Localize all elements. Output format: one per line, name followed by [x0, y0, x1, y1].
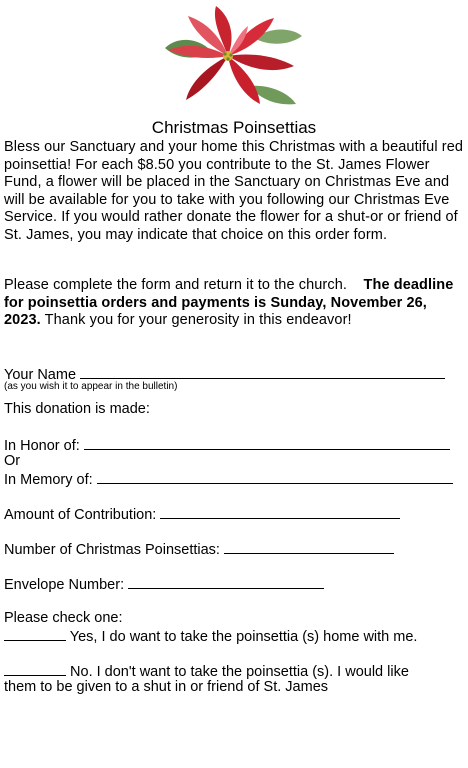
poinsettia-illustration — [150, 4, 308, 108]
name-field[interactable] — [80, 365, 445, 379]
envelope-row — [4, 575, 324, 593]
option-no-row — [4, 662, 409, 680]
envelope-field[interactable] — [128, 575, 324, 589]
page-title: Christmas Poinsettias — [151, 118, 317, 137]
instructions-paragraph — [4, 277, 466, 330]
memory-row — [4, 470, 453, 488]
amount-label: Amount of Contribution: — [4, 507, 157, 523]
memory-field[interactable] — [97, 470, 453, 484]
honor-field[interactable] — [84, 436, 450, 450]
or-label: Or — [4, 453, 21, 469]
option-no-checkbox[interactable] — [4, 662, 66, 676]
name-note: (as you wish it to appear in the bulletin) — [4, 381, 178, 392]
amount-field[interactable] — [160, 505, 400, 519]
instructions-text: Please complete the form and return it to the church. — [4, 277, 348, 293]
number-row — [4, 540, 394, 558]
honor-label: In Honor of: — [4, 438, 80, 454]
honor-row — [4, 436, 450, 454]
number-label: Number of Christmas Poinsettias: — [4, 542, 220, 558]
number-field[interactable] — [224, 540, 394, 554]
option-no-continuation: them to be given to a shut in or friend of St. James — [4, 679, 329, 695]
amount-row — [4, 505, 400, 523]
thanks-text: Thank you for your generosity in this endeavor! — [44, 312, 352, 328]
option-yes-checkbox[interactable] — [4, 627, 66, 641]
memory-label: In Memory of: — [4, 472, 93, 488]
check-label: Please check one: — [4, 610, 123, 626]
intro-paragraph: Bless our Sanctuary and your home this Christmas with a beautiful red poinsettia! For each $8.50 you contribute to the St. James Flower Fund, a flower will be placed in the Sanctuary on Christmas Eve and will be available for you to take with you following our Christmas Eve Service. If you would rather donate the flower for a shut-or or friend of St. James, you may indicate that choice on this order form. — [4, 139, 464, 243]
deadline-text: The deadline for poinsettia orders and payments is Sunday, November 26, 2023. — [4, 277, 454, 328]
option-no-label: No. I don't want to take the poinsettia (s). I would like — [70, 664, 409, 680]
donation-label: This donation is made: — [4, 401, 150, 417]
envelope-label: Envelope Number: — [4, 577, 125, 593]
name-label: Your Name — [4, 367, 77, 383]
option-yes-label: Yes, I do want to take the poinsettia (s) home with me. — [69, 629, 418, 645]
option-yes-row — [4, 627, 417, 645]
